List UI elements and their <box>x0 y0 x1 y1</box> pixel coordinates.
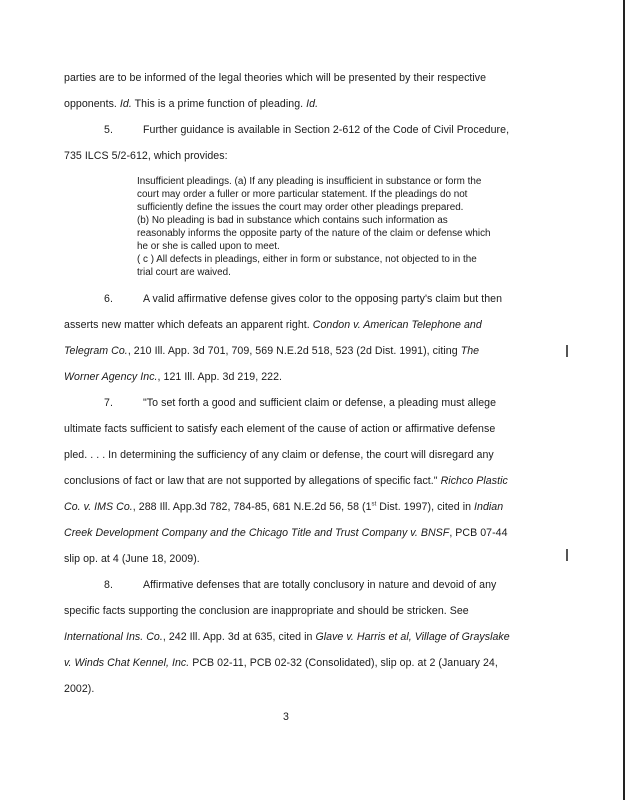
quote-line: he or she is called upon to meet. <box>137 241 280 252</box>
text-line: asserts new matter which defeats an apparent right. Condon v. American Telephone and <box>64 319 482 331</box>
text-line: pled. . . . In determining the sufficiency of any claim or defense, the court will disregard any <box>64 449 494 461</box>
scan-mark <box>566 549 568 561</box>
paragraph-number: 5. <box>104 124 113 136</box>
paragraph-5-first-line: 5. Further guidance is available in Section 2-612 of the Code of Civil Procedure, <box>104 124 510 136</box>
text-line: opponents. Id. This is a prime function of pleading. Id. <box>64 98 319 110</box>
text-line: 735 ILCS 5/2-612, which provides: <box>64 150 228 162</box>
paragraph-number: 8. <box>104 579 113 591</box>
text-line: parties are to be informed of the legal theories which will be presented by their respective <box>64 72 487 84</box>
paragraph-number: 6. <box>104 293 113 305</box>
page-number: 3 <box>283 711 289 723</box>
text-line: conclusions of fact or law that are not supported by allegations of specific fact." Richco Plastic <box>64 475 508 487</box>
paragraph-8-first-line: 8. Affirmative defenses that are totally conclusory in nature and devoid of any <box>104 579 497 591</box>
quote-line: trial court are waived. <box>137 267 231 278</box>
text-line: Co. v. IMS Co., 288 Ill. App.3d 782, 784-85, 681 N.E.2d 56, 58 (1st Dist. 1997), cited in Indian <box>64 501 504 513</box>
scan-edge-line <box>623 0 625 800</box>
quote-line: (b) No pleading is bad in substance which contains such information as <box>137 215 448 226</box>
text-line: International Ins. Co., 242 Ill. App. 3d at 635, cited in Glave v. Harris et al, Village of Grayslake <box>64 631 510 643</box>
text-line: ultimate facts sufficient to satisfy each element of the cause of action or affirmative defense <box>64 423 496 435</box>
quote-line: court may order a fuller or more particular statement. If the pleadings do not <box>137 189 468 200</box>
text-line: specific facts supporting the conclusion are inappropriate and should be stricken. See <box>64 605 469 617</box>
scan-mark <box>566 345 568 357</box>
paragraph-number: 7. <box>104 397 113 409</box>
quote-line: reasonably informs the opposite party of the nature of the claim or defense which <box>137 228 491 239</box>
text-line: Creek Development Company and the Chicago Title and Trust Company v. BNSF, PCB 07-44 <box>64 527 508 539</box>
text-line: Telegram Co., 210 Ill. App. 3d 701, 709, 569 N.E.2d 518, 523 (2d Dist. 1991), citing The <box>64 345 480 357</box>
paragraph-7-first-line: 7. "To set forth a good and sufficient claim or defense, a pleading must allege <box>104 397 497 409</box>
paragraph-6-first-line: 6. A valid affirmative defense gives color to the opposing party's claim but then <box>104 293 503 305</box>
quote-line: ( c ) All defects in pleadings, either in form or substance, not objected to in the <box>137 254 477 265</box>
text-line: Worner Agency Inc., 121 Ill. App. 3d 219, 222. <box>64 371 283 383</box>
text-line: 2002). <box>64 683 95 695</box>
quote-line: Insufficient pleadings. (a) If any pleading is insufficient in substance or form the <box>137 176 482 187</box>
text-line: v. Winds Chat Kennel, Inc. PCB 02-11, PCB 02-32 (Consolidated), slip op. at 2 (January 24, <box>64 657 498 669</box>
text-line: slip op. at 4 (June 18, 2009). <box>64 553 200 565</box>
quote-line: sufficiently define the issues the court may order other pleadings prepared. <box>137 202 464 213</box>
